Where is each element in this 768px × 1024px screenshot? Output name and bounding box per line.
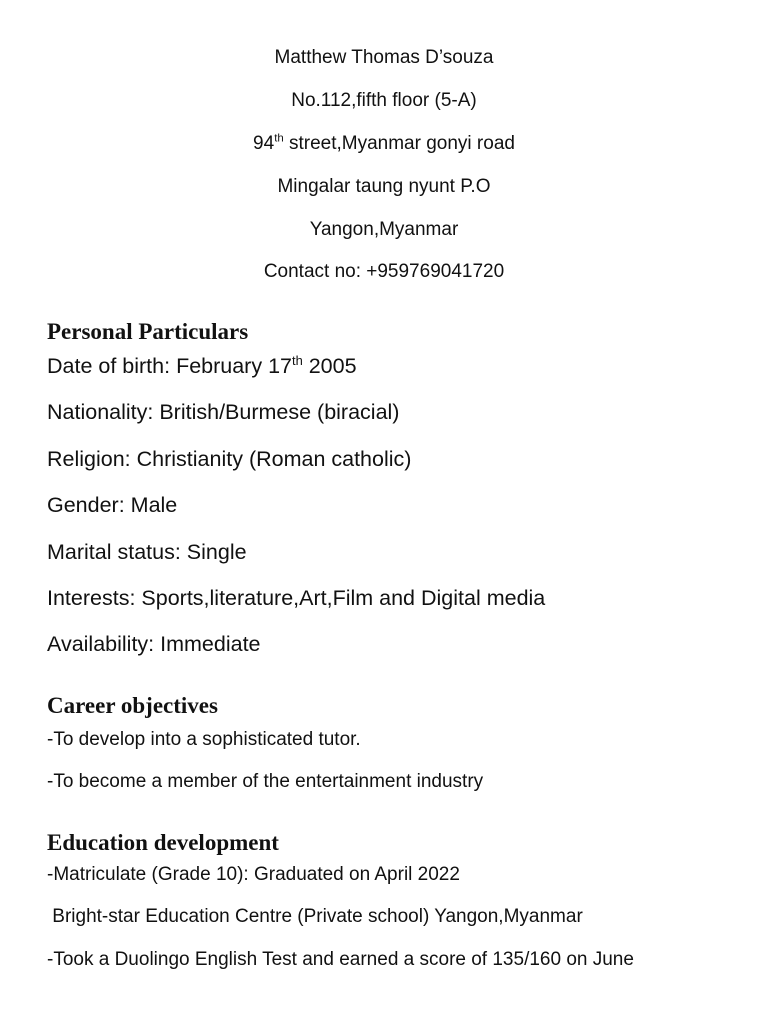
gender: Gender: Male	[47, 493, 178, 517]
address-line-4: Yangon,Myanmar	[309, 219, 459, 240]
address-line-2	[0, 132, 768, 156]
nationality: Nationality: British/Burmese (biracial)	[47, 400, 400, 424]
marital-status: Marital status: Single	[47, 540, 247, 564]
education-item: -Took a Duolingo English Test and earned a score of 135/160 on June	[47, 949, 634, 970]
religion: Religion: Christianity (Roman catholic)	[47, 447, 412, 471]
personal-particulars-heading: Personal Particulars	[47, 319, 249, 344]
career-objectives-heading: Career objectives	[47, 693, 218, 718]
dob-year: 2005	[302, 354, 357, 378]
education-item: Bright-star Education Centre (Private school) Yangon,Myanmar	[47, 906, 583, 927]
street-number-suffix: th	[274, 132, 284, 145]
street-number: 94	[253, 133, 275, 154]
date-of-birth	[47, 352, 357, 380]
career-objective-item: -To develop into a sophisticated tutor.	[47, 729, 361, 750]
education-item: -Matriculate (Grade 10): Graduated on April 2022	[47, 864, 460, 885]
education-development-heading: Education development	[47, 830, 279, 855]
contact-number: Contact no: +959769041720	[263, 261, 505, 282]
address-line-1: No.112,fifth floor (5-A)	[291, 90, 477, 111]
availability: Availability: Immediate	[47, 632, 261, 656]
address-line-3: Mingalar taung nyunt P.O	[277, 176, 491, 197]
dob-suffix: th	[291, 352, 303, 368]
career-objective-item: -To become a member of the entertainment industry	[47, 771, 484, 792]
dob-text: Date of birth: February 17	[47, 354, 292, 378]
applicant-name: Matthew Thomas D’souza	[274, 47, 494, 68]
interests: Interests: Sports,literature,Art,Film and Digital media	[47, 586, 546, 610]
street-name: street,Myanmar gonyi road	[283, 133, 515, 154]
